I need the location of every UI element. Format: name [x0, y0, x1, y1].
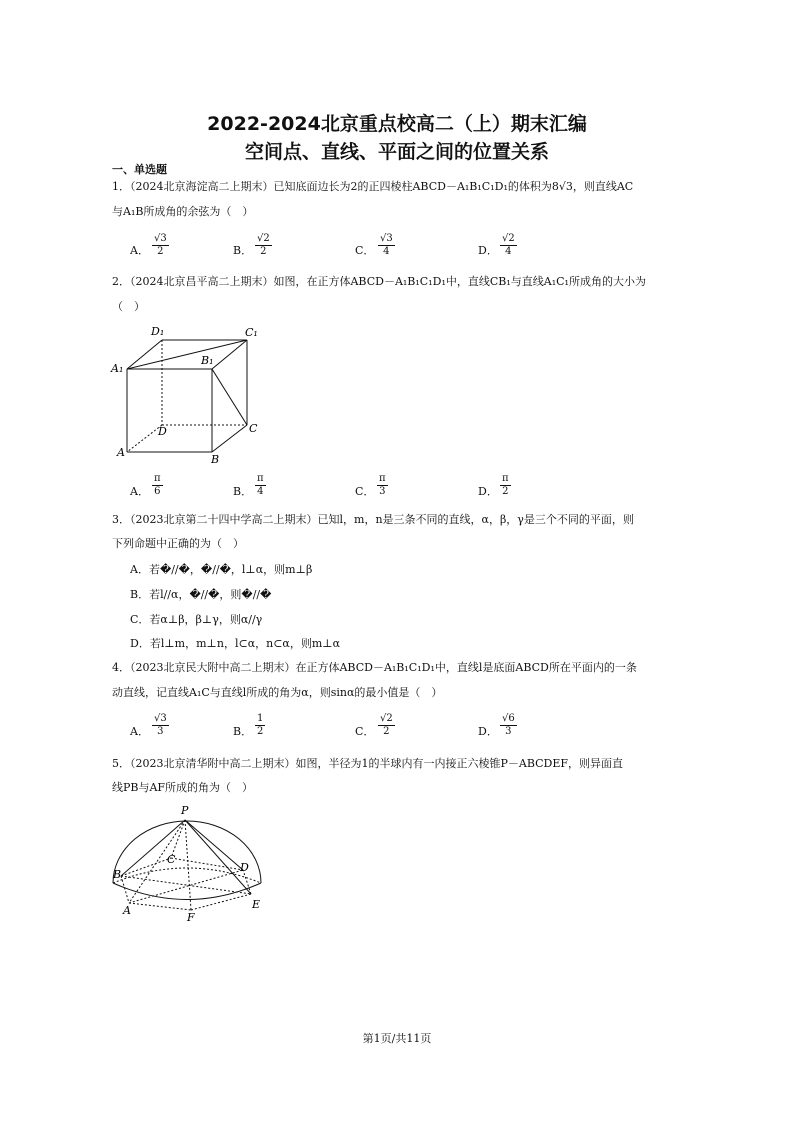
page-footer: 第1页/共11页 [362, 1032, 432, 1045]
label-c1: C₁ [245, 326, 258, 339]
question-5-line-2: 线PB与AF所成的角为（ ） [112, 781, 254, 794]
q2-option-c-label: C． [355, 485, 375, 498]
q4-option-c-value: $\frac{√2}{2}$ [380, 713, 393, 737]
q2-option-b-value: $\frac{\pi}{4}$ [257, 473, 264, 497]
question-1-line-1: 1．（2024北京海淀高二上期末）已知底面边长为2的正四棱柱ABCD－A₁B₁C₁D₁的体积为8√3，则直线AC [112, 180, 634, 193]
label-b: B [113, 868, 122, 881]
q3-option-b: B．若l//α，�//�，则�//� [130, 588, 272, 601]
label-d1: D₁ [151, 325, 165, 338]
question-4-line-2: 动直线，记直线A₁C与直线l所成的角为α，则sinα的最小值是（ ） [112, 686, 443, 699]
q4-option-c-label: C． [355, 725, 375, 738]
label-b1: B₁ [201, 354, 214, 367]
q4-option-a-label: A． [130, 725, 149, 738]
q4-option-b-value: $\frac{1}{2}$ [257, 713, 264, 737]
question-5-line-1: 5．（2023北京清华附中高二上期末）如图，半径为1的半球内有一内接正六棱锥P－ABCDEF，则异面直 [112, 757, 624, 770]
q1-option-d-value: $\frac{√2}{4}$ [502, 233, 515, 257]
label-f: F [187, 911, 195, 924]
q4-option-b-label: B． [233, 725, 253, 738]
label-c: C [249, 422, 258, 435]
q1-option-a-value: $\frac{√3}{2}$ [154, 233, 167, 257]
label-c: C [167, 853, 176, 866]
q2-option-a-label: A． [130, 485, 149, 498]
label-b: B [211, 453, 220, 466]
question-4-line-1: 4．（2023北京民大附中高二上期末）在正方体ABCD－A₁B₁C₁D₁中，直线l是底面ABCD所在平面内的一条 [112, 661, 637, 674]
label-a: A [117, 446, 125, 459]
document-title: 2022-2024北京重点校高二（上）期末汇编 [207, 113, 587, 135]
label-a: A [123, 904, 131, 917]
q1-option-b-label: B． [233, 244, 253, 257]
q4-option-d-label: D． [478, 725, 498, 738]
q1-option-a-label: A． [130, 244, 149, 257]
q4-option-a-value: $\frac{√3}{3}$ [154, 713, 167, 737]
cube-figure [110, 322, 270, 467]
q1-option-d-label: D． [478, 244, 498, 257]
label-d: D [240, 861, 249, 874]
question-2-line-1: 2．（2024北京昌平高二上期末）如图，在正方体ABCD－A₁B₁C₁D₁中，直线CB₁与直线A₁C₁所成角的大小为 [112, 275, 646, 288]
label-a1: A₁ [111, 362, 124, 375]
question-3-line-2: 下列命题中正确的为（ ） [112, 537, 244, 550]
q3-option-d: D．若l⊥m，m⊥n，l⊂α，n⊂α，则m⊥α [130, 637, 341, 650]
q2-option-d-value: $\frac{\pi}{2}$ [502, 473, 509, 497]
q2-option-d-label: D． [478, 485, 498, 498]
q3-option-c: C．若α⊥β，β⊥γ，则α//γ [130, 613, 263, 626]
q1-option-c-value: $\frac{√3}{4}$ [380, 233, 393, 257]
hemisphere-figure [105, 798, 270, 928]
q2-option-a-value: $\frac{\pi}{6}$ [154, 473, 161, 497]
question-1-line-2: 与A₁B所成角的余弦为（ ） [112, 205, 254, 218]
q2-option-c-value: $\frac{\pi}{3}$ [379, 473, 386, 497]
question-3-line-1: 3．（2023北京第二十四中学高二上期末）已知l，m，n是三条不同的直线，α，β，γ是三个不同的平面，则 [112, 513, 634, 526]
question-2-line-2: （ ） [112, 300, 145, 313]
label-e: E [252, 898, 261, 911]
q1-option-b-value: $\frac{√2}{2}$ [257, 233, 270, 257]
section-heading: 一、单选题 [112, 163, 167, 176]
q4-option-d-value: $\frac{√6}{3}$ [502, 713, 515, 737]
document-subtitle: 空间点、直线、平面之间的位置关系 [244, 141, 549, 163]
q2-option-b-label: B． [233, 485, 253, 498]
q3-option-a: A．若�//�，�//�，l⊥α，则m⊥β [130, 563, 313, 576]
q1-option-c-label: C． [355, 244, 375, 257]
label-d: D [158, 425, 167, 438]
label-p: P [181, 804, 189, 817]
